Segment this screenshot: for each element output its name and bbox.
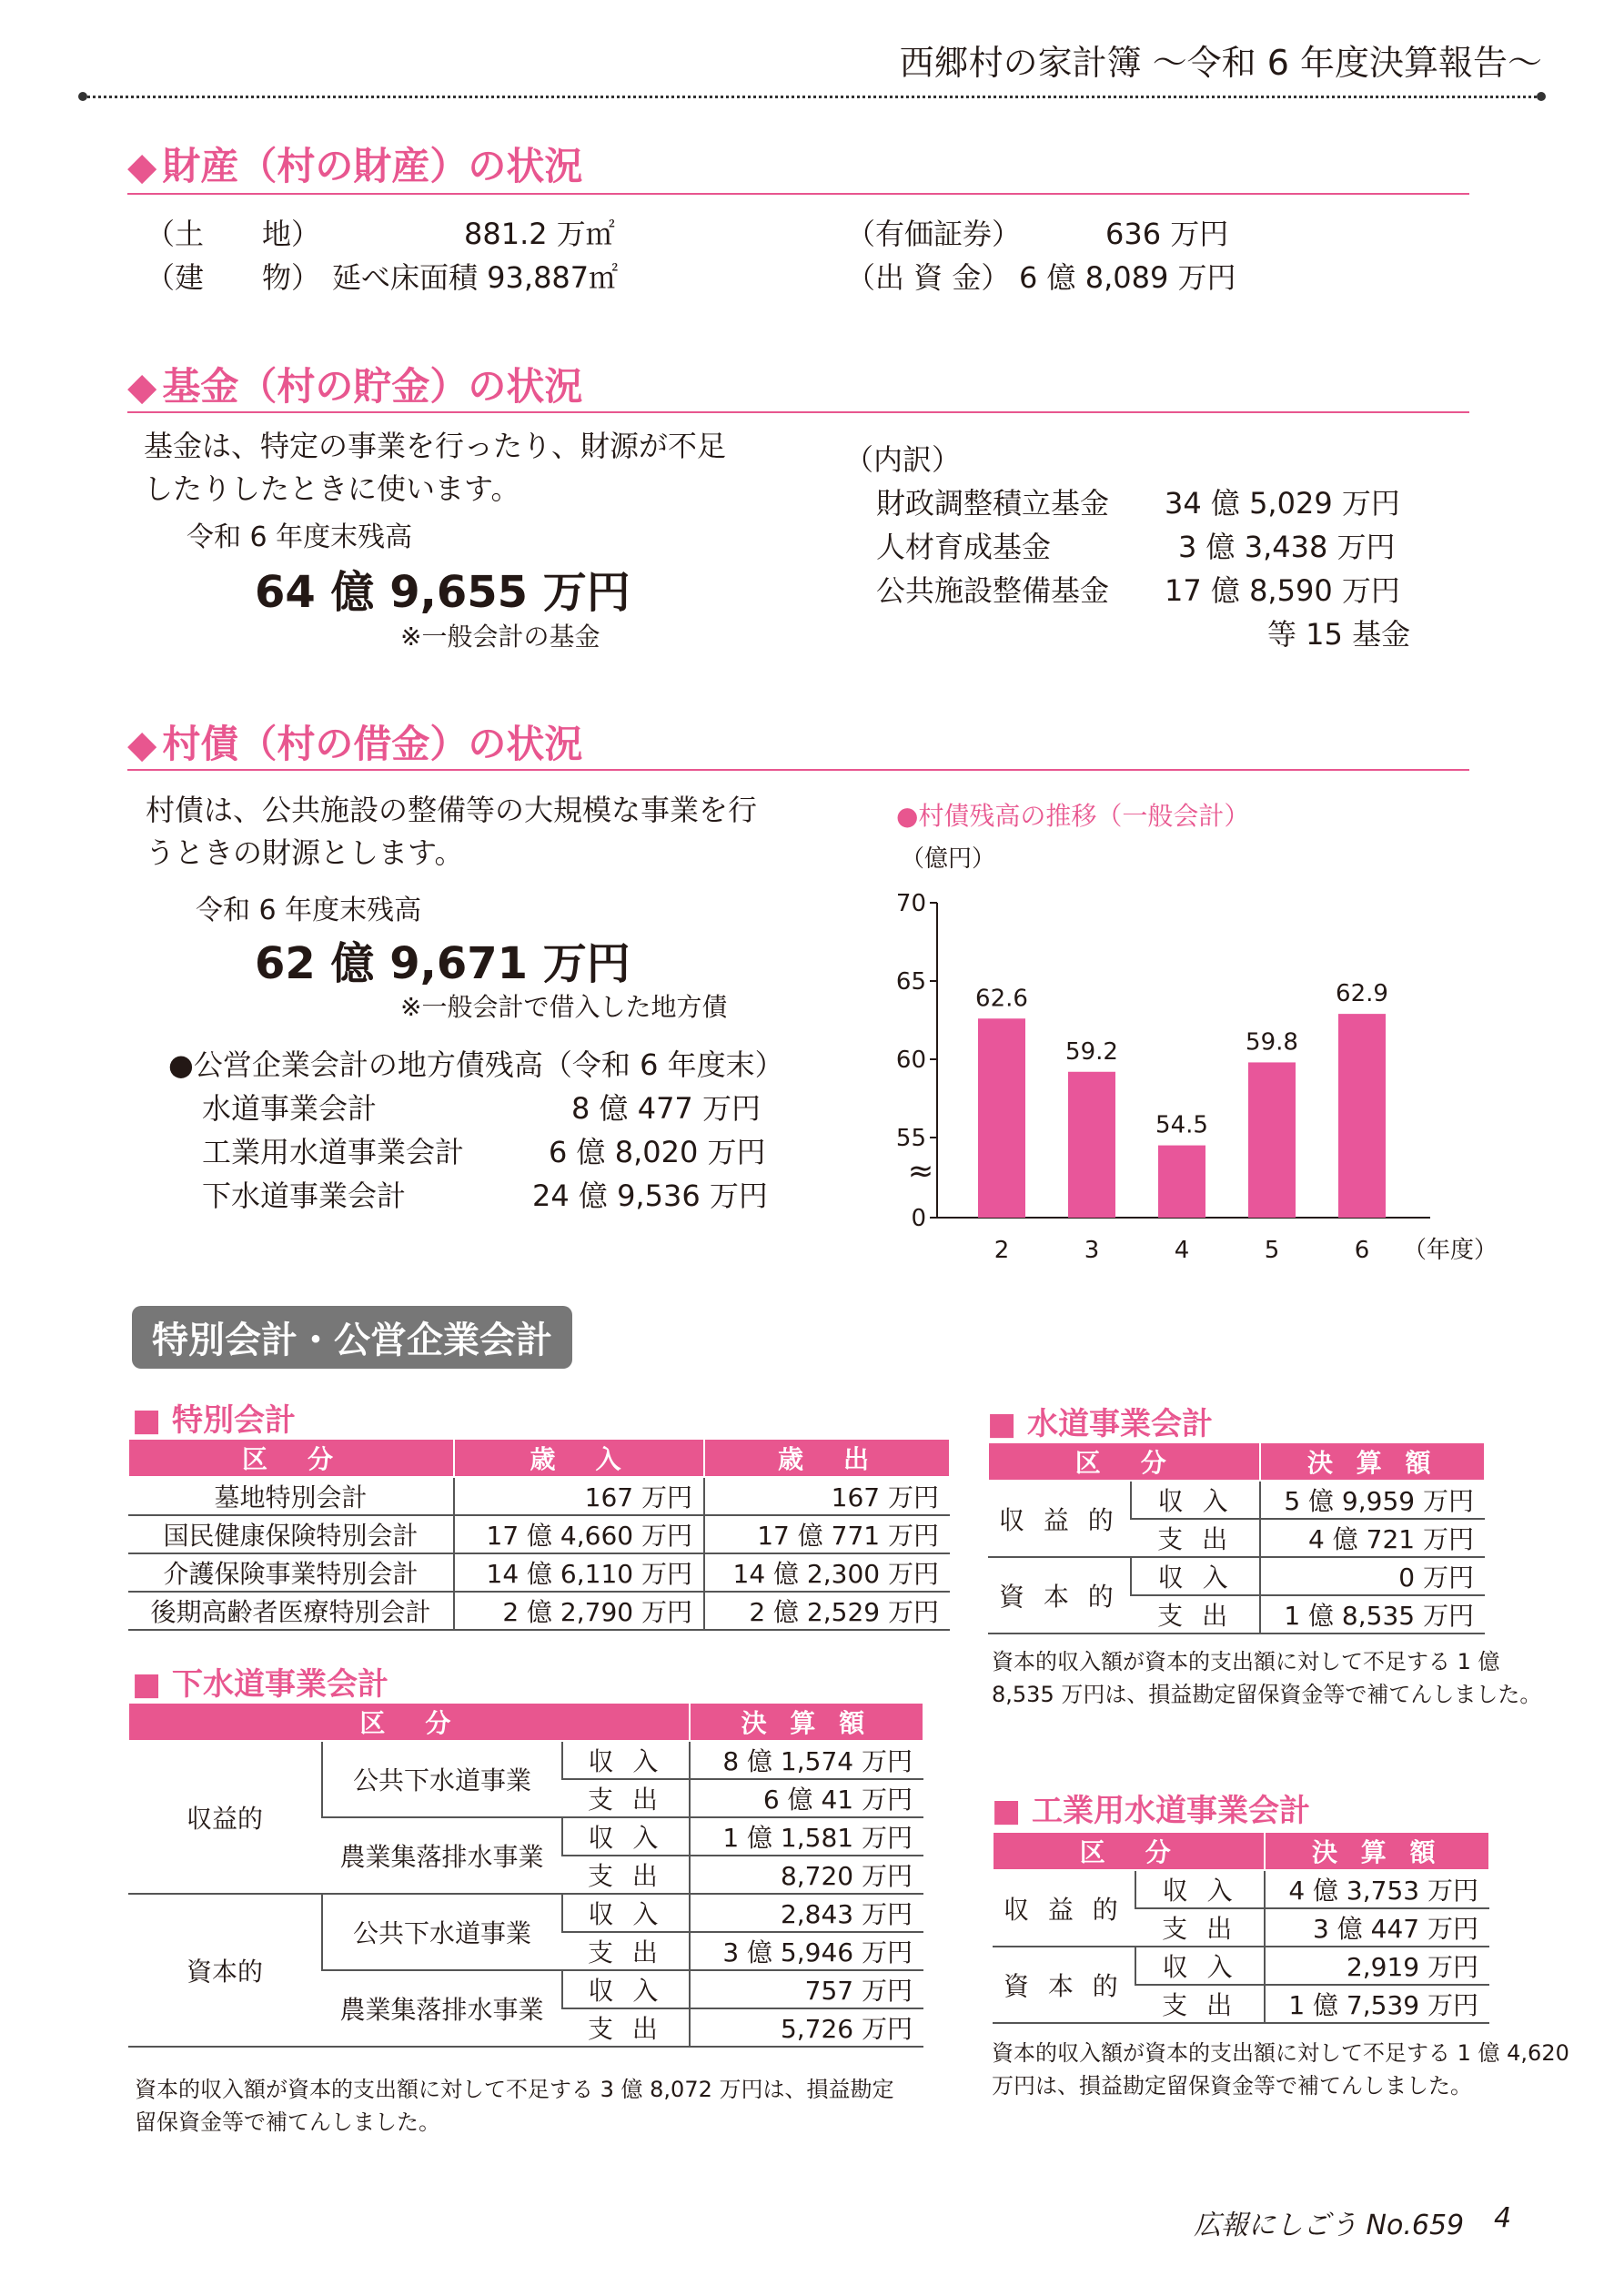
amount-value: 0 万円 [1260,1557,1485,1595]
publication-name: 広報にしごう No.659 [1194,2210,1465,2241]
industrial-water-account-table [992,1831,1490,2024]
subgroup-label: 農業集落排水事業 [322,1970,562,2047]
table-row [128,1477,950,1515]
property-title-underline [127,193,1469,195]
chart-y-tick-label: 60 [895,1047,926,1074]
header-divider-dot-left [78,92,87,101]
chart-bar [1068,1072,1115,1218]
securities-label: （有価証券） [846,217,1022,251]
note-line: 留保資金等で補てんしました。 [135,2109,440,2135]
item-label: 支 出 [1131,1595,1261,1633]
amount-value: 4 億 721 万円 [1260,1519,1485,1557]
amount-value: 757 万円 [690,1970,923,2008]
account-name: 国民健康保険特別会計 [128,1515,454,1553]
industrial-water-account-title: ■ 工業用水道事業会計 [992,1793,1310,1829]
enterprise-debt-value: 24 億 9,536 万円 [532,1178,768,1213]
chart-bar [1248,1062,1296,1218]
securities-value: 636 万円 [1105,217,1229,251]
special-accounts-heading: 特別会計・公営企業会計 [132,1306,572,1369]
expenditure-value: 17 億 771 万円 [704,1515,950,1553]
chart-data-label: 59.2 [1065,1037,1118,1066]
special-account-table [127,1438,951,1631]
table-row [993,1947,1489,1985]
column-header: 決 算 額 [1265,1832,1489,1870]
header-divider-dot-right [1537,92,1546,101]
building-value: 延べ床面積 93,887㎡ [332,260,619,295]
item-label: 収 入 [1135,1947,1266,1985]
column-header: 区 分 [993,1832,1265,1870]
diamond-icon: ◆ [127,722,157,766]
item-label: 支 出 [562,1779,690,1817]
fund-item-value: 34 億 5,029 万円 [1165,486,1400,521]
amount-value: 8 億 1,574 万円 [690,1741,923,1779]
enterprise-debt-value: 8 億 477 万円 [571,1091,761,1126]
water-account-note [992,1645,1541,1711]
item-label: 収 入 [562,1894,690,1932]
chart-data-label: 62.9 [1336,980,1388,1008]
chart-y-tick-label: 65 [895,968,926,996]
account-name: 介護保険事業特別会計 [128,1553,454,1592]
item-label: 収 入 [1135,1870,1266,1908]
page-header-title: 西郷村の家計簿 〜令和 6 年度決算報告〜 [899,43,1542,83]
water-account-title: ■ 水道事業会計 [987,1406,1213,1442]
revenue-value: 14 億 6,110 万円 [454,1553,704,1592]
amount-value: 1 億 7,539 万円 [1265,1985,1489,2023]
subgroup-label: 公共下水道事業 [322,1894,562,1970]
diamond-icon: ◆ [127,364,157,409]
group-label: 収 益 的 [993,1870,1135,1947]
subgroup-label: 農業集落排水事業 [322,1817,562,1894]
fund-breakdown-label: （内訳） [844,442,962,477]
chart-y-tick-label: 0 [911,1205,926,1232]
table-row [988,1481,1485,1519]
fund-item-name: 財政調整積立基金 [876,486,1110,521]
item-label: 支 出 [562,1856,690,1894]
fund-balance-note: ※一般会計の基金 [400,622,600,652]
expenditure-value: 14 億 2,300 万円 [704,1553,950,1592]
chart-y-axis-label: （億円） [901,845,996,873]
account-name: 墓地特別会計 [128,1477,454,1515]
chart-bar [978,1018,1025,1218]
column-header: 決 算 額 [690,1703,923,1741]
table-row [988,1557,1485,1595]
column-header: 区 分 [128,1439,454,1477]
fund-section-title: ◆ 基金（村の貯金）の状況 [127,364,583,409]
enterprise-debt-title: ●公営企業会計の地方債残高（令和 6 年度末） [168,1047,784,1082]
note-line: 万円は、損益勘定留保資金等で補てんしました。 [992,2073,1472,2099]
chart-y-tick-label: 70 [895,890,926,917]
diamond-icon: ◆ [127,144,157,188]
amount-value: 5 億 9,959 万円 [1260,1481,1485,1519]
industrial-water-account-note [992,2037,1569,2102]
amount-value: 2,843 万円 [690,1894,923,1932]
debt-section-title: ◆ 村債（村の借金）の状況 [127,722,583,766]
chart-category-label: 5 [1264,1237,1280,1264]
group-label: 収 益 的 [988,1481,1131,1557]
debt-title-underline [127,769,1469,771]
item-label: 支 出 [562,1932,690,1970]
debt-balance-label: 令和 6 年度末残高 [196,895,422,926]
chart-category-label: 2 [994,1237,1010,1264]
water-account-table [987,1441,1486,1634]
chart-data-label: 62.6 [975,985,1028,1013]
subgroup-label: 公共下水道事業 [322,1741,562,1817]
table-row [128,1553,950,1592]
enterprise-debt-name: 水道事業会計 [202,1091,378,1126]
chart-y-tick-label: 55 [895,1125,926,1152]
table-header-row [128,1439,950,1477]
fund-item-name: 公共施設整備基金 [876,573,1110,608]
revenue-value: 17 億 4,660 万円 [454,1515,704,1553]
fund-item-value: 3 億 3,438 万円 [1178,530,1396,564]
sewer-account-table [127,1702,924,2048]
group-label: 資本的 [128,1894,322,2047]
expenditure-value: 2 億 2,529 万円 [704,1592,950,1630]
item-label: 収 入 [1131,1557,1261,1595]
fund-balance-label: 令和 6 年度末残高 [187,521,413,553]
amount-value: 8,720 万円 [690,1856,923,1894]
table-header-row [128,1703,923,1741]
group-label: 資 本 的 [988,1557,1131,1633]
item-label: 収 入 [562,1970,690,2008]
fund-title-underline [127,411,1469,413]
amount-value: 1 億 1,581 万円 [690,1817,923,1856]
land-value: 881.2 万㎡ [464,217,615,251]
investment-value: 6 億 8,089 万円 [1019,260,1236,295]
expenditure-value: 167 万円 [704,1477,950,1515]
land-label: （土 地） [146,217,321,251]
sewer-account-note [135,2073,894,2139]
amount-value: 3 億 5,946 万円 [690,1932,923,1970]
chart-title: ●村債残高の推移（一般会計） [896,801,1250,831]
table-row [128,1741,923,1779]
chart-bar [1158,1146,1205,1218]
note-line: 資本的収入額が資本的支出額に対して不足する 1 億 [992,1649,1500,1674]
item-label: 収 入 [1131,1481,1261,1519]
chart-category-label: 3 [1084,1237,1100,1264]
table-row [128,1592,950,1630]
item-label: 支 出 [1135,1908,1266,1947]
item-label: 収 入 [562,1741,690,1779]
table-header-row [988,1442,1485,1481]
amount-value: 3 億 447 万円 [1265,1908,1489,1947]
header-divider [82,96,1542,98]
chart-data-label: 54.5 [1155,1111,1208,1139]
amount-value: 5,726 万円 [690,2008,923,2047]
revenue-value: 2 億 2,790 万円 [454,1592,704,1630]
item-label: 支 出 [562,2008,690,2047]
item-label: 支 出 [1135,1985,1266,2023]
column-header: 区 分 [988,1442,1260,1481]
fund-item-name: 人材育成基金 [876,530,1052,564]
debt-description-line2: うときの財源とします。 [146,835,464,870]
fund-balance: 64 億 9,655 万円 [255,567,630,618]
chart-x-axis-label: （年度） [1403,1237,1498,1264]
page-number: 4 [1494,2202,1512,2234]
note-line: 8,535 万円は、損益勘定留保資金等で補てんしました。 [992,1682,1542,1707]
chart-category-label: 6 [1354,1237,1370,1264]
column-header: 区 分 [128,1703,690,1741]
debt-description-line1: 村債は、公共施設の整備等の大規模な事業を行 [146,793,758,827]
item-label: 収 入 [562,1817,690,1856]
investment-label: （出 資 金） [846,260,1011,295]
note-line: 資本的収入額が資本的支出額に対して不足する 1 億 4,620 [992,2040,1569,2066]
amount-value: 4 億 3,753 万円 [1265,1870,1489,1908]
table-row [993,1870,1489,1908]
account-name: 後期高齢者医療特別会計 [128,1592,454,1630]
special-account-title: ■ 特別会計 [132,1402,296,1439]
sewer-account-title: ■ 下水道事業会計 [132,1666,388,1703]
column-header: 決 算 額 [1260,1442,1485,1481]
column-header: 歳 入 [454,1439,704,1477]
enterprise-debt-name: 工業用水道事業会計 [202,1135,465,1169]
enterprise-debt-value: 6 億 8,020 万円 [549,1135,766,1169]
fund-others: 等 15 基金 [1267,617,1411,652]
fund-description-line2: したりしたときに使います。 [144,471,520,506]
table-row [128,1894,923,1932]
table-row [128,1515,950,1553]
amount-value: 6 億 41 万円 [690,1779,923,1817]
column-header: 歳 出 [704,1439,950,1477]
item-label: 支 出 [1131,1519,1261,1557]
amount-value: 1 億 8,535 万円 [1260,1595,1485,1633]
revenue-value: 167 万円 [454,1477,704,1515]
group-label: 資 本 的 [993,1947,1135,2023]
debt-balance-note: ※一般会計で借入した地方債 [400,992,728,1022]
fund-description-line1: 基金は、特定の事業を行ったり、財源が不足 [144,429,727,463]
table-header-row [993,1832,1489,1870]
fund-item-value: 17 億 8,590 万円 [1165,573,1400,608]
enterprise-debt-name: 下水道事業会計 [202,1178,407,1213]
debt-trend-chart [873,837,1498,1274]
note-line: 資本的収入額が資本的支出額に対して不足する 3 億 8,072 万円は、損益勘定 [135,2077,894,2102]
building-label: （建 物） [146,260,321,295]
chart-axis-break-symbol: ≈ [907,1153,934,1189]
group-label: 収益的 [128,1741,322,1894]
debt-balance: 62 億 9,671 万円 [255,938,630,989]
amount-value: 2,919 万円 [1265,1947,1489,1985]
chart-category-label: 4 [1174,1237,1190,1264]
property-section-title: ◆ 財産（村の財産）の状況 [127,144,583,188]
chart-bar [1338,1014,1386,1218]
chart-data-label: 59.8 [1246,1028,1298,1057]
